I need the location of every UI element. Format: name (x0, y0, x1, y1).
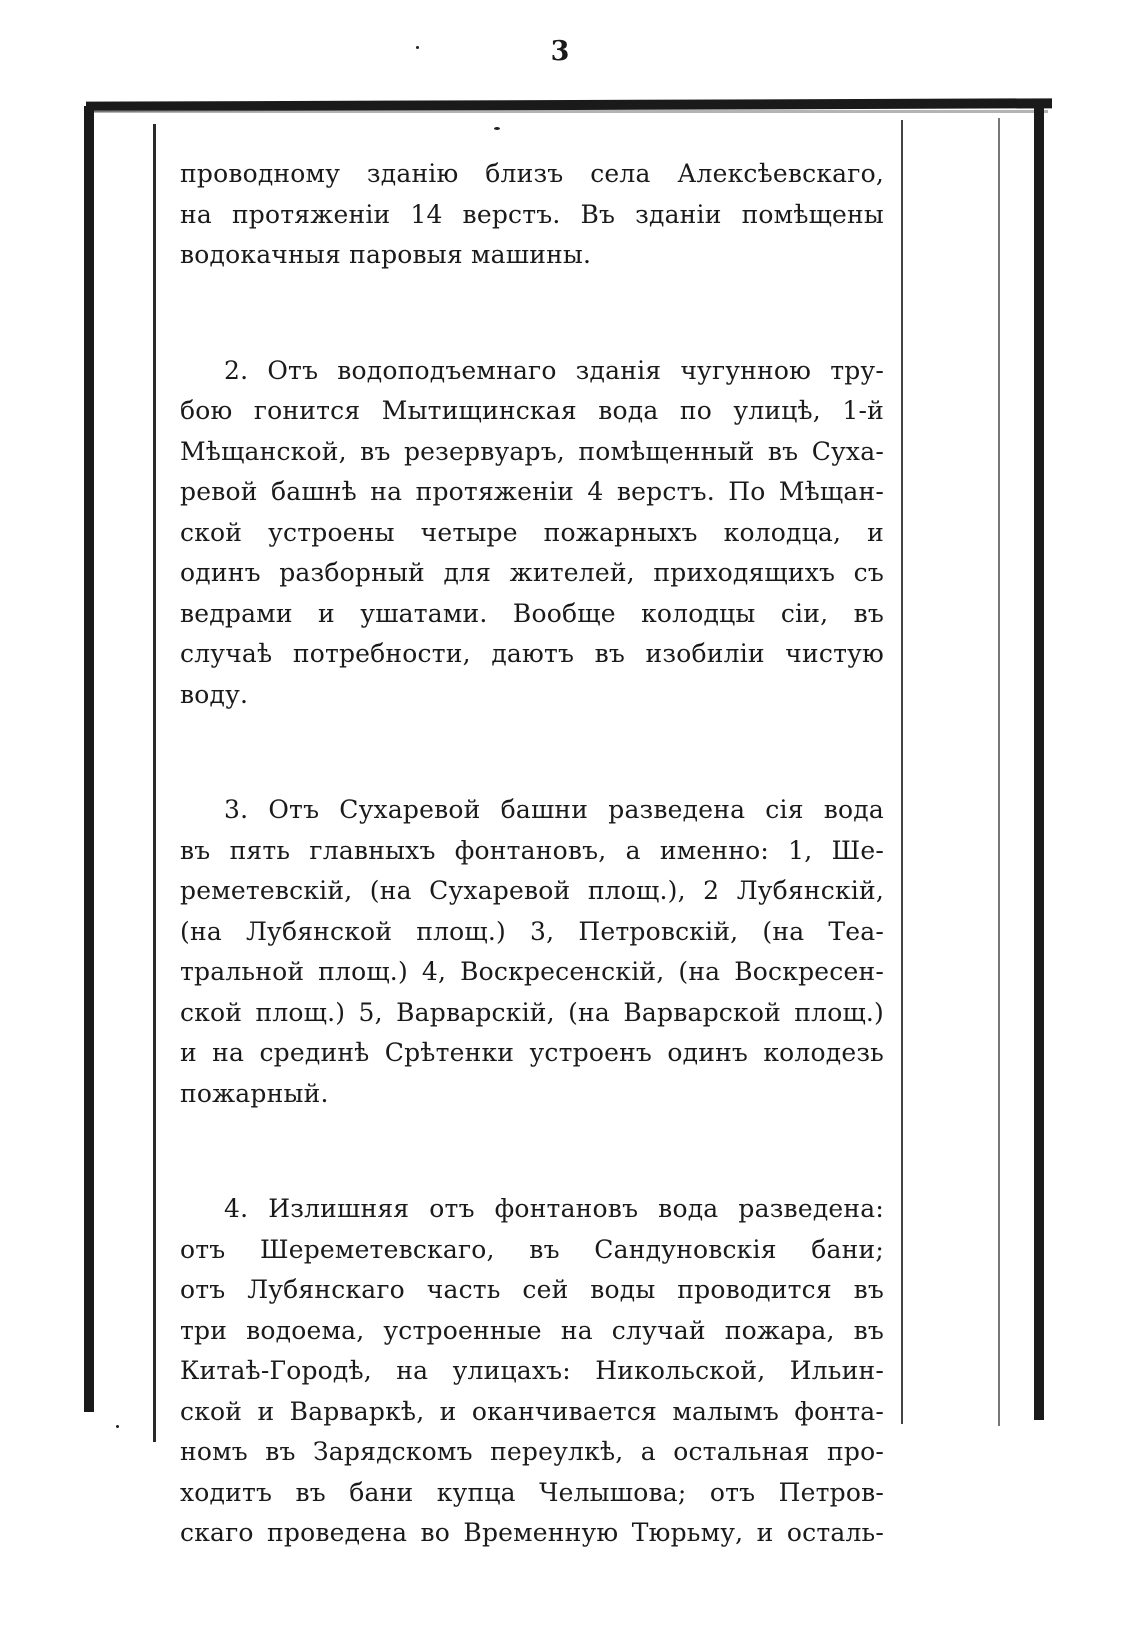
text-line: отъ Лубянскаго часть сей воды проводится въ (180, 1275, 884, 1304)
top-border-rule-edge (90, 110, 1048, 113)
paragraph-section-3 (180, 790, 884, 1114)
text-line: скаго проведена во Временную Тюрьму, и осталь- (180, 1518, 884, 1547)
right-outer-border (1034, 102, 1044, 1420)
text-line: (на Лубянской площ.) 3, Петровскій, (на Теа- (180, 916, 884, 946)
text-line: три водоема, устроенные на случай пожара, въ (180, 1315, 884, 1345)
text-line: ской устроены четыре пожарныхъ колодца, и (180, 517, 884, 547)
right-inner-border (901, 120, 903, 1424)
text-line: Китаѣ-Городѣ, на улицахъ: Никольской, Ильин- (180, 1356, 884, 1385)
text-line: въ пять главныхъ фонтановъ, а именно: 1, Ше- (180, 835, 884, 865)
left-inner-border (153, 124, 156, 1442)
text-line: и на срединѣ Срѣтенки устроенъ одинъ колодезь (180, 1038, 884, 1067)
text-line: тральной площ.) 4, Воскресенскій, (на Воскресен- (180, 957, 884, 986)
text-line: водокачныя паровыя машины. (180, 240, 592, 269)
text-line: случаѣ потребности, даютъ въ изобиліи чистую (180, 639, 884, 668)
text-line: одинъ разборный для жителей, приходящихъ съ (180, 558, 884, 587)
left-outer-border (84, 106, 94, 1412)
text-line: Мѣщанской, въ резервуаръ, помѣщенный въ Суха- (180, 436, 884, 466)
text-line: ходитъ въ бани купца Челышова; отъ Петров- (180, 1477, 884, 1507)
text-line: 3. Отъ Сухаревой башни разведена сія вода (224, 795, 884, 824)
text-line: ведрами и ушатами. Вообще колодцы сіи, въ (180, 598, 884, 628)
text-line: 4. Излишняя отъ фонтановъ вода разведена: (224, 1194, 884, 1223)
paragraph-section-4 (180, 1189, 884, 1554)
text-line: ревой башнѣ на протяженіи 4 верстъ. По Мѣщан- (180, 477, 884, 506)
text-line: ской площ.) 5, Варварскій, (на Варварской площ.) (180, 997, 884, 1027)
text-line: бою гонится Мытищинская вода по улицѣ, 1-й (180, 396, 884, 425)
text-line: реметевскій, (на Сухаревой площ.), 2 Лубянскій, (180, 876, 884, 905)
text-line: ской и Варваркѣ, и оканчивается малымъ фонта- (180, 1396, 884, 1426)
text-line: воду. (180, 679, 249, 709)
body-text (180, 154, 884, 1629)
text-line: проводному зданію близъ села Алексѣевскаго, (180, 159, 884, 188)
ink-speck (116, 1425, 119, 1428)
paragraph-continuation (180, 154, 884, 276)
ink-speck (494, 127, 500, 130)
paragraph-section-2 (180, 351, 884, 716)
ink-speck (416, 46, 419, 49)
text-line: на протяженіи 14 верстъ. Въ зданіи помѣщены (180, 199, 884, 229)
page-number: 3 (550, 36, 570, 67)
text-line: 2. Отъ водоподъемнаго зданія чугунною тру- (224, 355, 884, 385)
text-line: пожарный. (180, 1078, 329, 1108)
text-line: отъ Шереметевскаго, въ Сандуновскія бани; (180, 1234, 884, 1264)
text-line: номъ въ Зарядскомъ переулкѣ, а остальная про- (180, 1437, 884, 1466)
right-middle-border (998, 118, 1000, 1426)
